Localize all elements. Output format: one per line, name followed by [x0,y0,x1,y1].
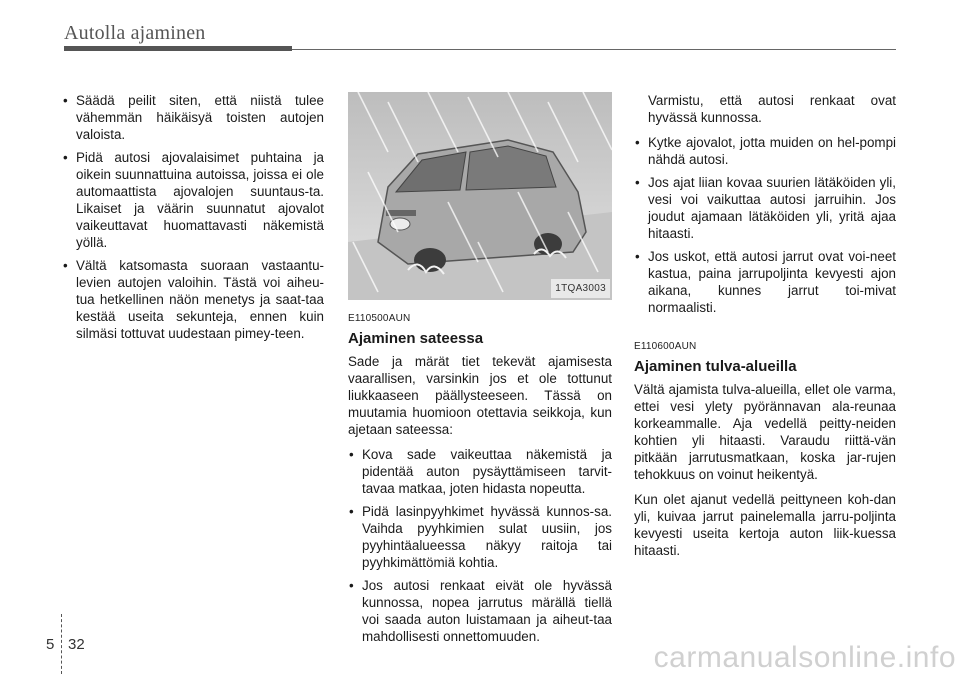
page-number-divider [61,614,62,674]
left-column [62,92,324,348]
list-item: • Säädä peilit siten, että niistä tulee vähemmän häikäisyä toisten autojen valoista. [62,92,324,143]
list-item: • Pidä lasinpyyhkimet hyvässä kunnos-sa. Vaihda pyyhkimien sulat uusiin, jos pyyhintäalueessa näkyy raitoja tai pyyhkimättömiä kohtia. [348,503,612,571]
list-item: • Kytke ajovalot, jotta muiden on hel-pompi nähdä autosi. [634,134,896,168]
list-item: • Pidä autosi ajovalaisimet puhtaina ja oikein suunnattuina autoissa, joissa ei ole automaattista ajovalojen suuntaus-ta. Likaiset ja väärin suunnatut ajovalot vaikeuttavat huomattavasti näkemistä yöllä. [62,149,324,251]
bullet-continuation: Varmistu, että autosi renkaat ovat hyvässä kunnossa. [648,93,896,125]
paragraph: Kun olet ajanut vedellä peittyneen koh-dan yli, kuivaa jarrut painelemalla jarru-poljinta kevyesti useita kertoja auton liik-kuessa hitaasti. [634,492,896,558]
section-intro: Sade ja märät tiet tekevät ajamisesta vaarallisen, varsinkin jos et ole tottunut liukkaaseen päällysteeseen. Tässä on muutamia huomioon otettavia seikkoja, kun ajetaan sateessa: [348,354,612,437]
page-number: 32 [68,636,85,653]
section-heading: Ajaminen tulva-alueilla [634,358,797,375]
middle-column [348,92,612,651]
list-item: • Vältä katsomasta suoraan vastaantu-levien autojen valoihin. Tästä voi aiheu-tua hetkellinen näön menetys ja saat-taa kestää useita sekunteja, ennen kuin silmäsi tottuvat uudestaan pimey-teen. [62,257,324,342]
header-rule-thick [64,46,292,51]
image-code: 1TQA3003 [551,279,610,298]
left-bullet-list [62,92,324,342]
list-item: • Jos ajat liian kovaa suurien lätäköiden yli, vesi voi vaikuttaa autosi jarruihin. Jos joudut ajamaan lätäköiden yli, yritä ajaa hitaasti. [634,174,896,242]
watermark: carmanualsonline.info [653,641,956,674]
car-in-rain-icon [348,92,612,300]
list-item: • Jos uskot, että autosi jarrut ovat voi-neet kastua, paina jarrupoljinta kevyesti ajon aikana, kunnes jarrut toi-mivat normaalisti. [634,248,896,316]
car-in-rain-illustration [348,92,612,300]
section-code: E110500AUN [348,313,411,324]
section-code: E110600AUN [634,341,697,352]
list-item: • Jos autosi renkaat eivät ole hyvässä kunnossa, nopea jarrutus märällä tiellä voi saada auton luistamaan ja aiheut-taa mahdollisesti onnettomuuden. [348,577,612,645]
chapter-number: 5 [46,636,55,653]
list-item: • Kova sade vaikeuttaa näkemistä ja pidentää auton pysäyttämiseen tarvit-tavaa matkaa, joten hidasta nopeutta. [348,446,612,497]
middle-bullet-list [348,446,612,645]
paragraph: Vältä ajamista tulva-alueilla, ellet ole varma, ettei vesi ylety pyörännavan ala-reunaa korkeammalle. Aja vedellä peitty-neiden kohtien yli hitaasti. Varaudu riittä-vän pitkään jarrutusmatkaan, koska jar-rujen tehokkuus on voinut heikentyä. [634,382,896,482]
section-heading: Ajaminen sateessa [348,330,484,347]
right-column [634,92,896,567]
page-title: Autolla ajaminen [64,22,206,44]
header-rule-thin [292,49,896,50]
right-bullet-list [634,134,896,316]
